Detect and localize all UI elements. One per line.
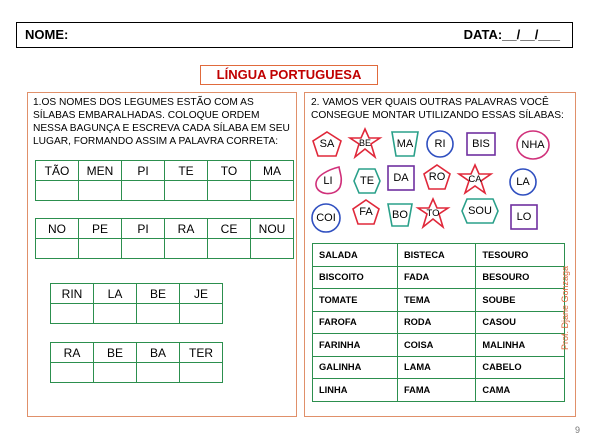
- syllable-shape-label: DA: [393, 172, 409, 184]
- answer-cell[interactable]: [51, 363, 94, 383]
- answer-cell[interactable]: [122, 181, 165, 201]
- syllable-shape-label: COI: [316, 212, 336, 224]
- right-instruction: 2. VAMOS VER QUAIS OUTRAS PALAVRAS VOCÊ CONSEGUE MONTAR UTILIZANDO ESSAS SÍLABAS:: [311, 97, 564, 121]
- word-cell: FAMA: [397, 379, 475, 402]
- syllable-cell: LA: [94, 284, 137, 304]
- answer-cell[interactable]: [122, 239, 165, 259]
- answer-cell[interactable]: [94, 363, 137, 383]
- syllable-shape-pentagon: [312, 131, 342, 157]
- page-number: 9: [575, 425, 581, 435]
- syllable-shape-hexagon: [353, 168, 381, 194]
- word-cell: SOUBE: [476, 289, 565, 312]
- syllable-cell: NOU: [251, 219, 294, 239]
- syllable-table-2: [164, 160, 294, 201]
- word-cell: BESOURO: [476, 266, 565, 289]
- word-cell: LINHA: [313, 379, 398, 402]
- word-cell: BISTECA: [397, 244, 475, 267]
- syllable-shape-label: TE: [359, 175, 375, 187]
- syllable-shape-label: CA: [468, 173, 482, 185]
- answer-cell[interactable]: [165, 239, 208, 259]
- table-row: [313, 289, 565, 312]
- syllable-shape-square: [387, 165, 415, 191]
- syllable-cell: TO: [208, 161, 251, 181]
- syllable-shape-circle: [509, 168, 537, 196]
- answer-cell[interactable]: [36, 239, 79, 259]
- answer-cell[interactable]: [208, 181, 251, 201]
- syllable-shape-star: [349, 128, 381, 158]
- syllable-shape-star: [458, 164, 492, 194]
- syllable-cell: PE: [79, 219, 122, 239]
- table-row: [313, 311, 565, 334]
- syllable-shape-square: [466, 132, 496, 156]
- word-cell: RODA: [397, 311, 475, 334]
- syllable-shape-label: TO: [426, 207, 440, 219]
- answer-cell[interactable]: [36, 181, 79, 201]
- syllable-table-5: [50, 283, 223, 324]
- answer-cell[interactable]: [137, 363, 180, 383]
- answer-cell[interactable]: [165, 181, 208, 201]
- syllable-cell: NO: [36, 219, 79, 239]
- table-row: [313, 244, 565, 267]
- answer-cell[interactable]: [251, 239, 294, 259]
- answer-cell[interactable]: [208, 239, 251, 259]
- syllable-shape-star: [417, 198, 449, 228]
- word-cell: TOMATE: [313, 289, 398, 312]
- table-row: [313, 334, 565, 357]
- answer-cell[interactable]: [180, 304, 223, 324]
- syllable-shape-label: BIS: [472, 138, 490, 150]
- syllable-cell: BE: [94, 343, 137, 363]
- syllable-cell: TÃO: [36, 161, 79, 181]
- name-label: NOME:: [25, 27, 69, 42]
- word-cell: BISCOITO: [313, 266, 398, 289]
- word-cell: TESOURO: [476, 244, 565, 267]
- word-cell: FAROFA: [313, 311, 398, 334]
- syllable-table-1: [35, 160, 165, 201]
- student-header: [16, 22, 573, 48]
- syllable-shape-pentagon: [352, 199, 380, 225]
- word-cell: FARINHA: [313, 334, 398, 357]
- word-cell: CASOU: [476, 311, 565, 334]
- syllable-shape-label: LA: [516, 176, 530, 188]
- syllable-shape-label: RO: [428, 171, 446, 183]
- syllable-cell: RIN: [51, 284, 94, 304]
- syllable-cell: RA: [51, 343, 94, 363]
- syllable-shape-trapezoid: [387, 203, 413, 227]
- syllable-shape-square: [510, 204, 538, 230]
- syllable-cell: MEN: [79, 161, 122, 181]
- syllable-cell: JE: [180, 284, 223, 304]
- answer-cell[interactable]: [180, 363, 223, 383]
- syllable-cell: MA: [251, 161, 294, 181]
- word-cell: FADA: [397, 266, 475, 289]
- word-cell: MALINHA: [476, 334, 565, 357]
- author-credit: Prof. Djane Gonzaga: [560, 265, 570, 350]
- syllable-table-3: [35, 218, 165, 259]
- syllable-shape-label: FA: [359, 206, 373, 218]
- syllable-shape-circle: [516, 130, 550, 160]
- answer-cell[interactable]: [51, 304, 94, 324]
- word-cell: LAMA: [397, 356, 475, 379]
- syllable-cell: CE: [208, 219, 251, 239]
- syllable-shape-label: SA: [319, 138, 335, 150]
- syllable-shape-label: BO: [392, 209, 408, 221]
- syllable-shape-circle: [426, 130, 454, 158]
- word-cell: TEMA: [397, 289, 475, 312]
- word-cell: SALADA: [313, 244, 398, 267]
- syllable-shape-label: SOU: [468, 205, 492, 217]
- syllable-cell: BE: [137, 284, 180, 304]
- syllable-shape-trapezoid: [391, 131, 419, 157]
- syllable-shape-label: NHA: [521, 139, 545, 151]
- syllable-shape-label: BE: [358, 138, 371, 148]
- date-label: DATA:__/__/___: [463, 27, 560, 42]
- syllable-table-4: [164, 218, 294, 259]
- syllable-shape-label: RI: [434, 138, 446, 150]
- answer-cell[interactable]: [79, 239, 122, 259]
- table-row: [313, 356, 565, 379]
- word-cell: COISA: [397, 334, 475, 357]
- word-cell: CABELO: [476, 356, 565, 379]
- syllable-cell: PI: [122, 161, 165, 181]
- word-list-table: [312, 243, 565, 402]
- syllable-shape-hexagon: [461, 198, 499, 224]
- syllable-cell: TER: [180, 343, 223, 363]
- word-cell: GALINHA: [313, 356, 398, 379]
- syllable-shape-circle: [311, 203, 341, 233]
- syllable-cell: RA: [165, 219, 208, 239]
- syllable-table-6: [50, 342, 223, 383]
- table-row: [313, 266, 565, 289]
- syllable-shape-label: LO: [516, 211, 532, 223]
- left-instruction: 1.OS NOMES DOS LEGUMES ESTÃO COM AS SÍLABAS EMBARALHADAS. COLOQUE ORDEM NESSA BAGUNÇA E ESCREVA CADA SÍLABA EM SEU LUGAR, FORMANDO ASSIM A PALAVRA CORRETA:: [33, 97, 290, 147]
- page-title: LÍNGUA PORTUGUESA: [200, 65, 378, 85]
- answer-cell[interactable]: [79, 181, 122, 201]
- syllable-cell: PI: [122, 219, 165, 239]
- answer-cell[interactable]: [94, 304, 137, 324]
- syllable-cell: TE: [165, 161, 208, 181]
- word-cell: CAMA: [476, 379, 565, 402]
- syllable-shape-label: MA: [396, 138, 414, 150]
- syllable-shape-label: LI: [323, 175, 333, 187]
- syllable-shape-pentagon: [423, 164, 451, 190]
- table-row: [313, 379, 565, 402]
- answer-cell[interactable]: [137, 304, 180, 324]
- answer-cell[interactable]: [251, 181, 294, 201]
- syllable-cell: BA: [137, 343, 180, 363]
- syllable-shape-drop: [313, 165, 343, 197]
